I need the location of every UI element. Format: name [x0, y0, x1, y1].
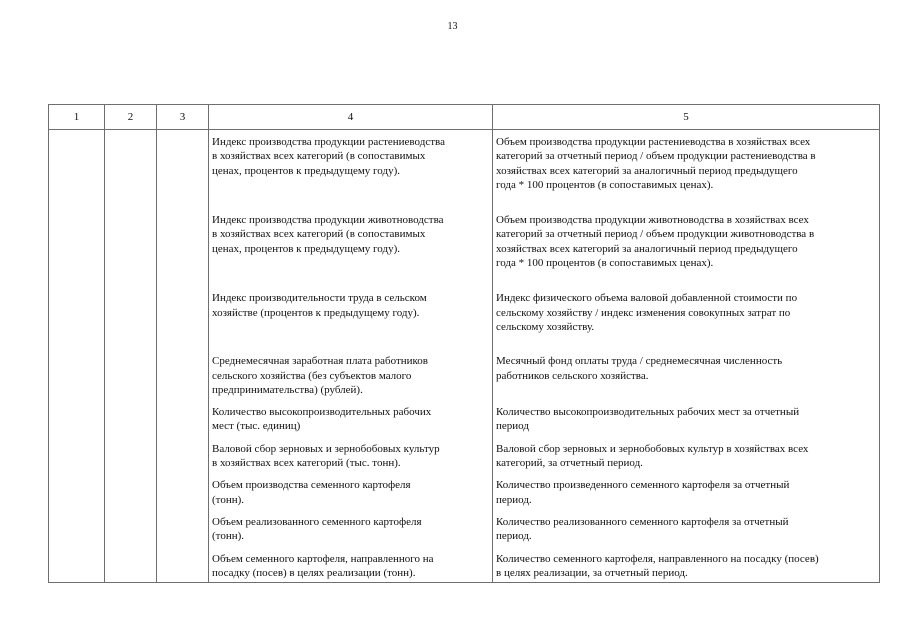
method-line: Объем производства продукции животноводства в хозяйствах всех — [496, 214, 809, 227]
empty-cell — [105, 192, 157, 270]
empty-cell — [157, 397, 209, 434]
empty-cell — [157, 507, 209, 544]
empty-cell — [157, 470, 209, 507]
table-header — [49, 105, 880, 130]
method-cell — [493, 397, 880, 434]
empty-cell — [105, 334, 157, 397]
indicator-cell — [209, 507, 493, 544]
indicator-cell — [209, 270, 493, 334]
empty-cell — [49, 270, 105, 334]
table-row — [49, 434, 880, 471]
indicator-line: Количество высокопроизводительных рабочих — [212, 406, 432, 419]
method-cell — [493, 434, 880, 471]
method-line: сельскому хозяйству / индекс изменения совокупных затрат по — [496, 306, 791, 319]
method-line: работников сельского хозяйства. — [496, 369, 649, 382]
indicator-line: ценах, процентов к предыдущему году). — [212, 242, 400, 255]
empty-cell — [105, 544, 157, 583]
table-row — [49, 130, 880, 193]
method-line: Объем производства продукции растениеводства в хозяйствах всех — [496, 136, 811, 148]
method-line: хозяйствах всех категорий за аналогичный период предыдущего — [496, 242, 798, 255]
column-header: 2 — [105, 105, 157, 130]
empty-cell — [49, 192, 105, 270]
method-line: года * 100 процентов (в сопоставимых ценах). — [496, 257, 714, 270]
table-row — [49, 397, 880, 434]
empty-cell — [49, 397, 105, 434]
indicator-line: хозяйстве (процентов к предыдущему году). — [212, 306, 420, 319]
empty-cell — [157, 130, 209, 193]
indicator-line: в хозяйствах всех категорий (в сопоставимых — [212, 228, 426, 241]
method-line: Количество семенного картофеля, направленного на посадку (посев) — [496, 552, 819, 565]
empty-cell — [49, 470, 105, 507]
indicator-line: Валовой сбор зерновых и зернобобовых культур — [212, 442, 440, 455]
method-line: в целях реализации, за отчетный период. — [496, 566, 688, 579]
indicator-line: Объем реализованного семенного картофеля — [212, 515, 422, 528]
empty-cell — [105, 434, 157, 471]
method-cell — [493, 270, 880, 334]
column-header: 1 — [49, 105, 105, 130]
table-row — [49, 544, 880, 583]
indicator-cell — [209, 397, 493, 434]
empty-cell — [105, 397, 157, 434]
empty-cell — [105, 470, 157, 507]
table-body — [49, 130, 880, 583]
empty-cell — [157, 192, 209, 270]
method-line: категорий за отчетный период / объем продукции животноводства в — [496, 228, 815, 241]
method-cell — [493, 192, 880, 270]
empty-cell — [49, 434, 105, 471]
method-line: Количество высокопроизводительных рабочих мест за отчетный — [496, 406, 800, 419]
indicator-line: в хозяйствах всех категорий (тыс. тонн). — [212, 457, 401, 470]
empty-cell — [157, 270, 209, 334]
method-line: Количество произведенного семенного картофеля за отчетный — [496, 479, 790, 492]
method-cell — [493, 334, 880, 397]
method-line: период. — [496, 493, 532, 506]
indicator-line: в хозяйствах всех категорий (в сопоставимых — [212, 150, 426, 163]
indicator-cell — [209, 192, 493, 270]
indicator-line: Объем производства семенного картофеля — [212, 479, 411, 492]
indicator-cell — [209, 544, 493, 583]
table-row — [49, 270, 880, 334]
method-line: период — [496, 420, 529, 433]
method-cell — [493, 544, 880, 583]
method-line: хозяйствах всех категорий за аналогичный период предыдущего — [496, 164, 798, 177]
indicator-cell — [209, 470, 493, 507]
empty-cell — [49, 507, 105, 544]
empty-cell — [157, 434, 209, 471]
method-cell — [493, 470, 880, 507]
column-header: 5 — [493, 105, 880, 130]
indicator-line: сельского хозяйства (без субъектов малого — [212, 369, 412, 382]
column-header: 3 — [157, 105, 209, 130]
method-line: года * 100 процентов (в сопоставимых ценах). — [496, 178, 714, 191]
method-line: период. — [496, 530, 532, 543]
table-row — [49, 507, 880, 544]
empty-cell — [105, 130, 157, 193]
indicator-line: ценах, процентов к предыдущему году). — [212, 164, 400, 177]
indicator-line: посадку (посев) в целях реализации (тонн). — [212, 566, 416, 579]
empty-cell — [157, 544, 209, 583]
method-line: Количество реализованного семенного картофеля за отчетный — [496, 515, 789, 528]
method-line: категорий за отчетный период / объем продукции растениеводства в — [496, 150, 816, 163]
empty-cell — [49, 130, 105, 193]
table-row — [49, 470, 880, 507]
table-row — [49, 334, 880, 397]
indicator-line: Индекс производительности труда в сельском — [212, 292, 427, 305]
indicator-line: Среднемесячная заработная плата работников — [212, 355, 428, 368]
method-line: Месячный фонд оплаты труда / среднемесячная численность — [496, 355, 783, 368]
method-cell — [493, 507, 880, 544]
method-line: Валовой сбор зерновых и зернобобовых культур в хозяйствах всех — [496, 442, 809, 455]
page-number: 13 — [447, 21, 458, 32]
indicator-line: мест (тыс. единиц) — [212, 420, 301, 433]
empty-cell — [157, 334, 209, 397]
indicator-line: Индекс производства продукции животноводства — [212, 214, 444, 227]
indicator-cell — [209, 130, 493, 193]
indicator-line: Объем семенного картофеля, направленного на — [212, 552, 434, 565]
indicators-table — [48, 104, 880, 583]
method-line: категорий, за отчетный период. — [496, 457, 643, 470]
column-header: 4 — [209, 105, 493, 130]
empty-cell — [49, 334, 105, 397]
indicator-line: Индекс производства продукции растениеводства — [212, 136, 445, 148]
method-line: Индекс физического объема валовой добавленной стоимости по — [496, 292, 798, 305]
empty-cell — [105, 507, 157, 544]
indicator-line: (тонн). — [212, 493, 245, 506]
indicator-cell — [209, 434, 493, 471]
method-cell — [493, 130, 880, 193]
indicator-line: предпринимательства) (рублей). — [212, 383, 363, 396]
indicator-line: (тонн). — [212, 530, 245, 543]
empty-cell — [105, 270, 157, 334]
method-line: сельскому хозяйству. — [496, 320, 595, 333]
indicator-cell — [209, 334, 493, 397]
table-row — [49, 192, 880, 270]
empty-cell — [49, 544, 105, 583]
